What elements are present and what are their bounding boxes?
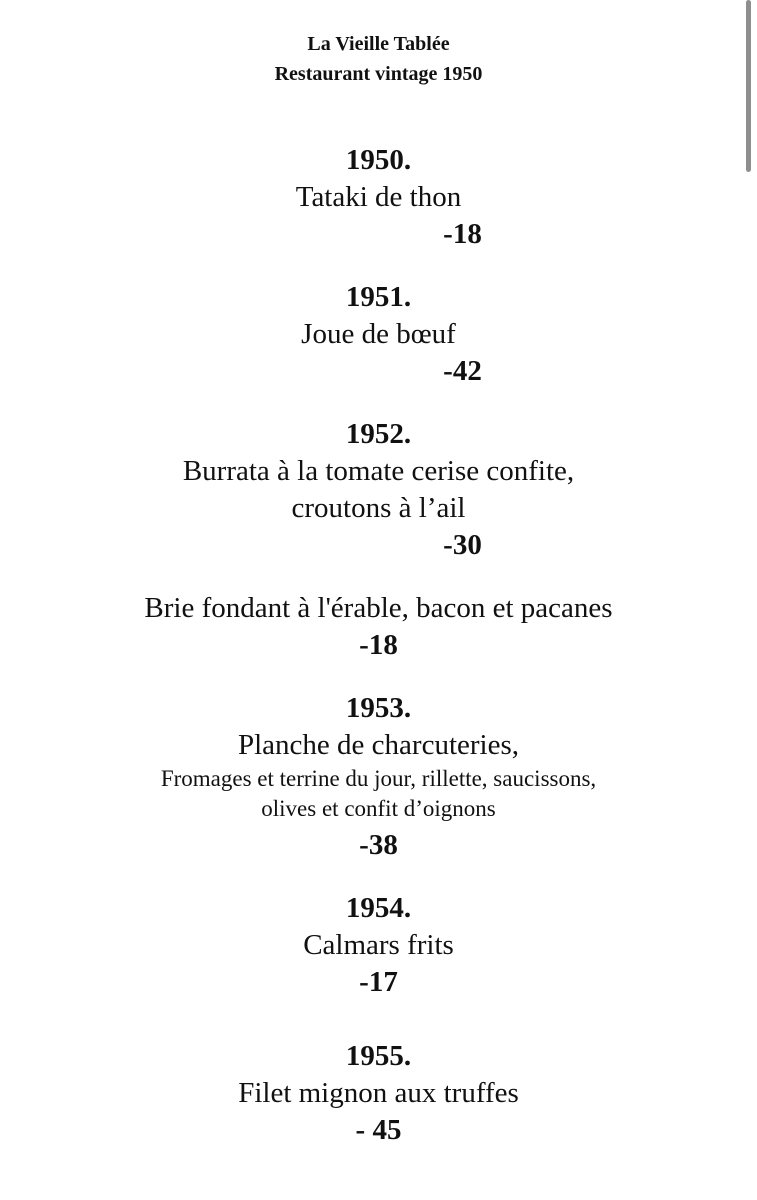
item-price: -42	[443, 355, 482, 387]
item-year: 1952.	[345, 418, 412, 450]
item-name-line: Burrata à la tomate cerise confite,	[182, 455, 575, 487]
item-name: Filet mignon aux truffes	[238, 1077, 519, 1109]
item-name: Tataki de thon	[295, 181, 462, 213]
item-year: 1953.	[345, 692, 412, 724]
item-price: - 45	[355, 1114, 402, 1146]
item-price: -30	[443, 529, 482, 561]
item-year: 1955.	[345, 1040, 412, 1072]
item-name: Joue de bœuf	[301, 318, 456, 350]
item-price: -18	[359, 629, 398, 661]
item-year: 1954.	[345, 892, 412, 924]
item-name: Brie fondant à l'érable, bacon et pacanes	[144, 592, 613, 624]
item-description-line: Fromages et terrine du jour, rillette, saucissons,	[160, 766, 597, 791]
item-description-line: olives et confit d’oignons	[261, 796, 496, 821]
item-price: -17	[359, 966, 398, 998]
item-year: 1950.	[345, 144, 412, 176]
item-price: -38	[359, 829, 398, 861]
item-name: Calmars frits	[303, 929, 454, 961]
item-price: -18	[443, 218, 482, 250]
item-name: Planche de charcuteries,	[238, 729, 519, 761]
item-name-line: croutons à l’ail	[291, 492, 466, 524]
restaurant-name: La Vieille Tablée	[307, 33, 450, 55]
item-year: 1951.	[345, 281, 412, 313]
restaurant-tagline: Restaurant vintage 1950	[274, 63, 483, 85]
